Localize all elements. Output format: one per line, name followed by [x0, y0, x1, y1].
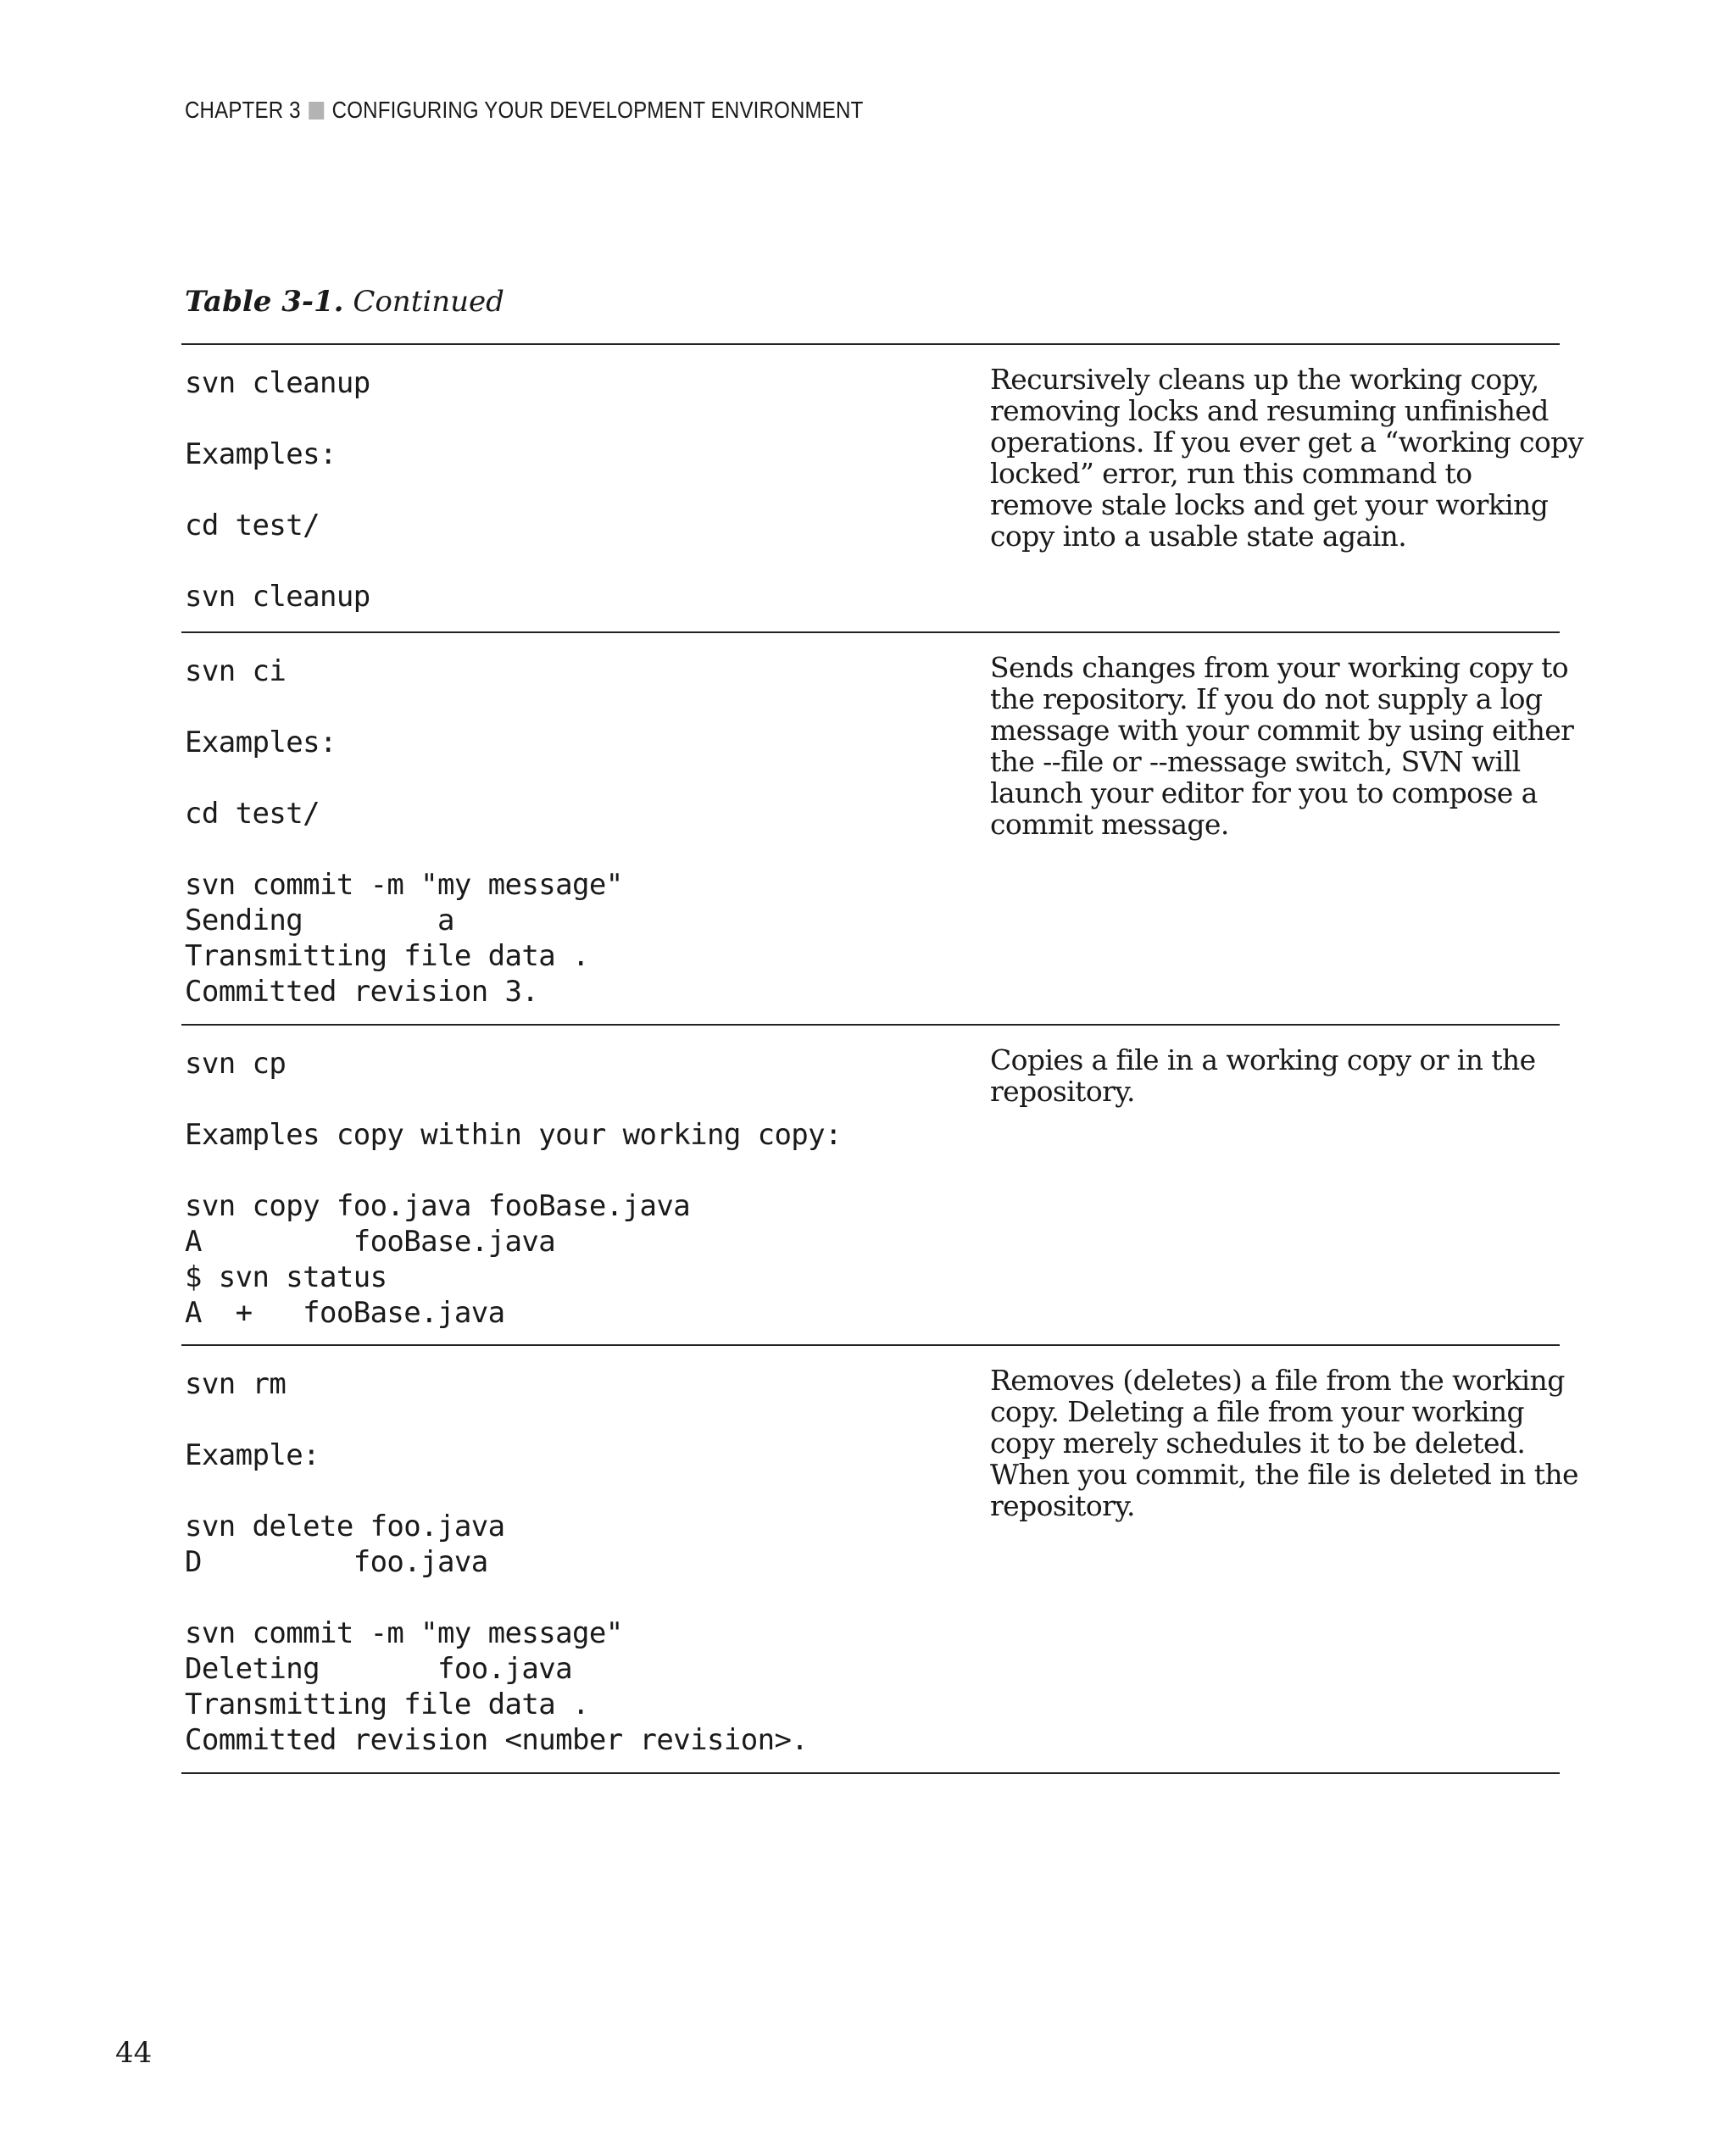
code-line: $ svn status [185, 1260, 387, 1294]
code-line [185, 1580, 808, 1615]
description-line: locked” error, run this command to [990, 457, 1472, 490]
code-line: svn commit -m "my message" [185, 868, 623, 902]
description-line: Recursively cleans up the working copy, [990, 363, 1539, 396]
code-line [185, 1153, 842, 1188]
code-line [185, 831, 623, 867]
running-head [185, 97, 863, 124]
code-line: D foo.java [185, 1545, 488, 1579]
command-description [990, 651, 1574, 841]
code-line [185, 1082, 842, 1117]
description-line: repository. [990, 1489, 1135, 1522]
code-line: svn cleanup [185, 366, 370, 400]
code-line [185, 1473, 808, 1509]
command-code-block [185, 1366, 808, 1758]
code-line: Example: [185, 1438, 320, 1472]
code-line: svn ci [185, 654, 287, 688]
code-line: Examples: [185, 726, 337, 759]
code-line: Transmitting file data . [185, 939, 589, 973]
table-row [181, 1346, 1578, 1774]
code-line: svn rm [185, 1367, 287, 1401]
description-line: operations. If you ever get a “working copy [990, 425, 1583, 459]
description-line: Copies a file in a working copy or in the [990, 1043, 1536, 1076]
command-table [181, 343, 1583, 1774]
code-line: Transmitting file data . [185, 1688, 589, 1721]
description-line: copy. Deleting a file from your working [990, 1395, 1525, 1428]
command-description [990, 363, 1583, 553]
code-line [185, 401, 370, 437]
description-line: commit message. [990, 808, 1229, 841]
command-description [990, 1044, 1566, 1107]
code-line: Sending a [185, 904, 454, 937]
code-line [185, 1402, 808, 1438]
description-line: remove stale locks and get your working [990, 488, 1549, 521]
command-description [990, 1364, 1578, 1522]
table-row [181, 345, 1583, 633]
code-line: svn commit -m "my message" [185, 1616, 623, 1650]
code-line [185, 543, 370, 579]
table-caption-text: Continued [353, 285, 504, 319]
table-caption-label: Table 3-1. [185, 285, 344, 319]
description-line: the repository. If you do not supply a log [990, 682, 1543, 715]
code-line: A + fooBase.java [185, 1296, 505, 1330]
command-code-block [185, 1046, 842, 1331]
description-line: copy into a usable state again. [990, 520, 1407, 553]
square-separator-icon [309, 102, 324, 120]
code-line: Deleting foo.java [185, 1652, 573, 1686]
description-line: repository. [990, 1075, 1135, 1108]
chapter-label: CHAPTER 3 [185, 97, 301, 123]
code-line: cd test/ [185, 509, 320, 542]
description-line: When you commit, the file is deleted in the [990, 1458, 1578, 1491]
code-line [185, 689, 623, 725]
description-line: removing locks and resuming unfinished [990, 394, 1549, 427]
page-number: 44 [115, 2036, 153, 2070]
command-code-block [185, 365, 370, 614]
chapter-title: CONFIGURING YOUR DEVELOPMENT ENVIRONMENT [331, 97, 864, 123]
description-line: the --file or --message switch, SVN will [990, 745, 1521, 778]
code-line [185, 472, 370, 508]
description-line: message with your commit by using either [990, 714, 1574, 747]
description-line: copy merely schedules it to be deleted. [990, 1426, 1526, 1460]
code-line: svn cp [185, 1047, 287, 1081]
description-line: launch your editor for you to compose a [990, 776, 1538, 809]
description-line: Removes (deletes) a file from the working [990, 1364, 1565, 1397]
code-line: A fooBase.java [185, 1225, 556, 1259]
code-line: svn delete foo.java [185, 1510, 505, 1543]
code-line [185, 760, 623, 796]
table-caption [185, 285, 504, 319]
table-row [181, 1026, 1560, 1346]
code-line: Committed revision 3. [185, 975, 539, 1009]
description-line: Sends changes from your working copy to [990, 651, 1568, 684]
code-line: svn copy foo.java fooBase.java [185, 1189, 691, 1223]
code-line: Examples copy within your working copy: [185, 1118, 842, 1152]
code-line: cd test/ [185, 797, 320, 831]
command-code-block [185, 653, 623, 1009]
code-line: Examples: [185, 437, 337, 471]
code-line: svn cleanup [185, 580, 370, 614]
code-line: Committed revision <number revision>. [185, 1723, 809, 1757]
table-row [181, 633, 1574, 1026]
